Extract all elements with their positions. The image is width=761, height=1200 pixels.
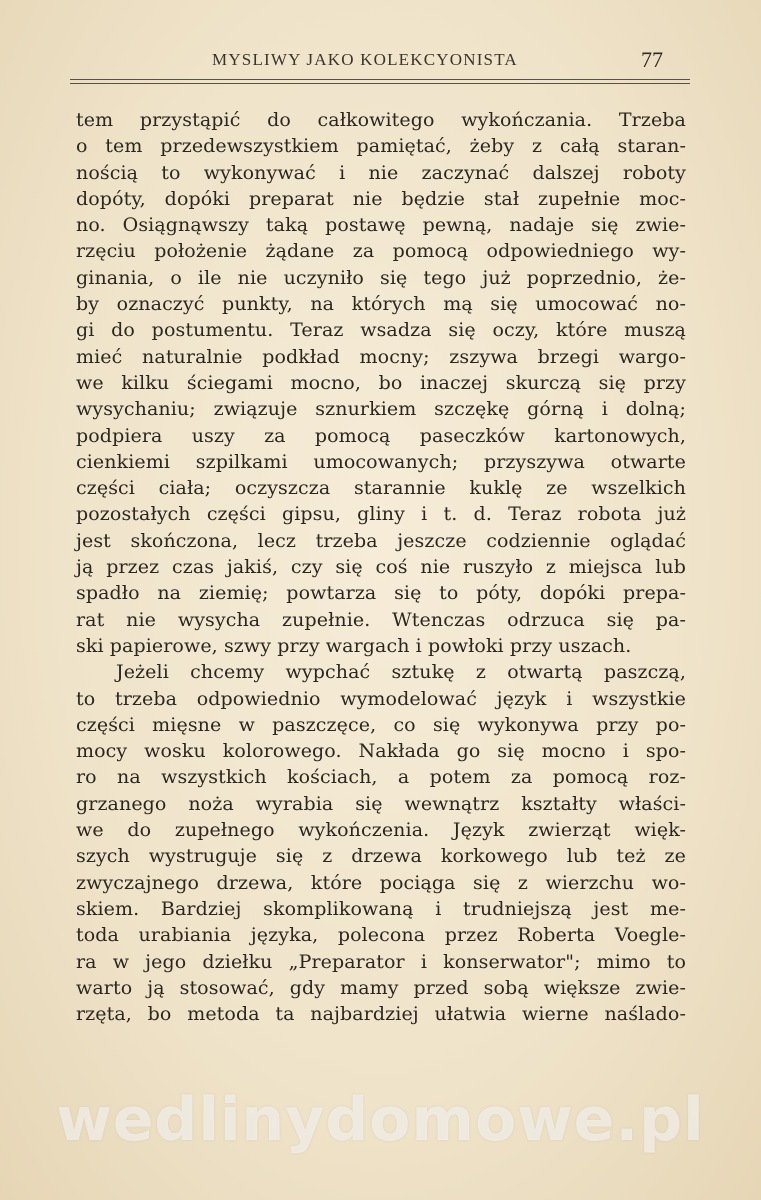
text-line: skiem. Bardziej skomplikowaną i trudniejszą jest me- (76, 897, 686, 920)
text-line: szych wystruguje się z drzewa korkowego lub też ze (76, 845, 686, 868)
paragraph-start-line: Jeżeli chcemy wypchać sztukę z otwartą paszczą, (116, 661, 686, 684)
text-line: ją przez czas jakiś, czy się coś nie ruszyło z miejsca lub (76, 556, 686, 579)
text-line: ra w jego dziełku „Preparator i konserwator"; mimo to (76, 950, 686, 973)
text-line: no. Osiągnąwszy taką postawę pewną, nadaje się zwie- (76, 214, 686, 237)
text-line: by oznaczyć punkty, na których mą się umocować no- (76, 293, 686, 316)
page-header (70, 48, 661, 72)
text-line: ski papierowe, szwy przy wargach i powłoki przy uszach. (76, 634, 632, 657)
text-line: we do zupełnego wykończenia. Język zwierząt więk- (76, 819, 686, 842)
text-line: wysychaniu; związuje sznurkiem szczękę górną i dolną; (76, 398, 686, 421)
text-line: spadło na ziemię; powtarza się to póty, dopóki prepa- (76, 582, 686, 605)
text-line: cienkiemi szpilkami umocowanych; przyszywa otwarte (76, 450, 686, 473)
text-line: części mięsne w paszczęce, co się wykonywa przy po- (76, 713, 686, 736)
text-line: pozostałych części gipsu, gliny i t. d. Teraz robota już (76, 503, 686, 526)
header-rule-bottom (70, 83, 690, 84)
text-line: ginania, o ile nie uczyniło się tego już poprzednio, że- (76, 266, 686, 289)
text-line: grzanego noża wyrabia się wewnątrz kształty właści- (76, 792, 686, 815)
text-line: mocy wosku kolorowego. Nakłada go się mocno i spo- (76, 740, 686, 763)
header-rule-top (70, 79, 690, 80)
text-line: jest skończona, lecz trzeba jeszcze codziennie oglądać (76, 529, 686, 552)
text-line: podpiera uszy za pomocą paseczków kartonowych, (76, 424, 686, 447)
page-number: 77 (641, 47, 663, 72)
text-line: zwyczajnego drzewa, które pociąga się z wierzchu wo- (76, 871, 686, 894)
text-line: dopóty, dopóki preparat nie będzie stał zupełnie moc- (76, 187, 686, 210)
text-line: rat nie wysycha zupełnie. Wtenczas odrzuca się pa- (76, 608, 686, 631)
text-line: rzęciu położenie żądane za pomocą odpowiedniego wy- (76, 240, 686, 263)
text-line: ro na wszystkich kościach, a potem za pomocą roz- (76, 766, 686, 789)
text-line: gi do postumentu. Teraz wsadza się oczy, które muszą (76, 319, 686, 342)
text-line: części ciała; oczyszcza starannie kuklę ze wszelkich (76, 477, 686, 500)
text-line: o tem przedewszystkiem pamiętać, żeby z całą staran- (76, 135, 686, 158)
text-line: nością to wykonywać i nie zaczynać dalszej roboty (76, 161, 686, 184)
body-text (76, 107, 686, 1027)
text-line: toda urabiania języka, polecona przez Roberta Voegle- (76, 924, 686, 947)
text-line: warto ją stosować, gdy mamy przed sobą większe zwie- (76, 976, 686, 999)
text-line: to trzeba odpowiednio wymodelować język i wszystkie (76, 687, 686, 710)
text-line: mieć naturalnie podkład mocny; zszywa brzegi wargo- (76, 345, 686, 368)
text-line: tem przystąpić do całkowitego wykończania. Trzeba (76, 109, 686, 131)
running-title: MYSLIWY JAKO KOLEKCYONISTA (212, 50, 518, 69)
text-line: rzęta, bo metoda ta najbardziej ułatwia wierne naślado- (76, 1003, 686, 1026)
watermark: wedlinydomowe.pl (56, 1085, 705, 1155)
text-line: we kilku ściegami mocno, bo inaczej skurczą się przy (76, 371, 686, 394)
